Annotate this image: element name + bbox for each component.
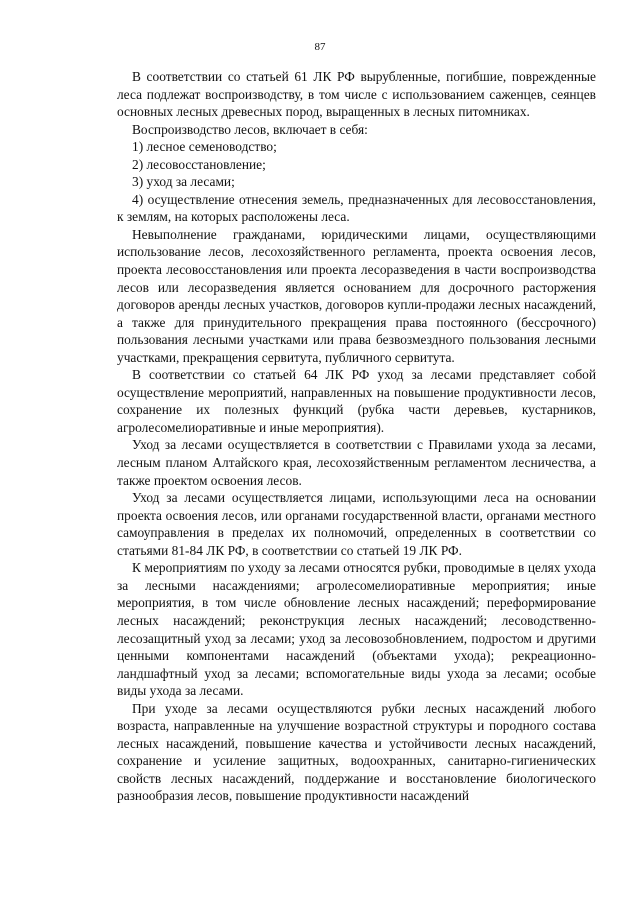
paragraph-care-rules: Уход за лесами осуществляется в соответствии с Правилами ухода за лесами, лесным планом Алтайского края, лесохозяйственным регламентом лесничества, а также проектом освоения лесов. — [117, 437, 596, 488]
paragraph-reproduction-intro: Воспроизводство лесов, включает в себя: — [132, 121, 368, 137]
list-item-forest-care: 3) уход за лесами; — [132, 174, 235, 190]
list-item-seed-production: 1) лесное семеноводство; — [132, 139, 277, 155]
document-body — [117, 68, 596, 805]
paragraph-article-64: В соответствии со статьей 64 ЛК РФ уход за лесами представляет собой осуществление мероприятий, направленных на повышение продуктивности лесов, сохранение их полезных функций (рубка части деревьев, кустарников, агролесомелиоративные и иные мероприятия). — [117, 367, 596, 435]
paragraph-care-felling: При уходе за лесами осуществляются рубки лесных насаждений любого возраста, направленные на улучшение возрастной структуры и породного состава лесных насаждений, повышение качества и устойчивости лесных насаждений, сохранение и усиление защитных, водоохранных, санитарно-гигиенических свойств лесных насаждений, поддержание и восстановление биологического разнообразия лесов, повышение продуктивности насаждений — [117, 700, 596, 804]
paragraph-care-measures: К мероприятиям по уходу за лесами относятся рубки, проводимые в целях ухода за лесными насаждениями; агролесомелиоративные мероприятия; иные мероприятия, в том числе обновление лесных насаждений; переформирование лесных насаждений; реконструкция лесных насаждений; лесоводственно-лесозащитный уход за лесами; уход за лесовозобновлением, подростом и другими ценными компонентами насаждений (объектами ухода); рекреационно-ландшафтный уход за лесами; вспомогательные виды ухода за лесами; особые виды ухода за лесами. — [117, 560, 596, 699]
page-number: 87 — [314, 41, 326, 53]
paragraph-article-61: В соответствии со статьей 61 ЛК РФ вырубленные, погибшие, поврежденные леса подлежат воспроизводству, в том числе с использованием саженцев, сеянцев основных лесных древесных пород, выращенных в лесных питомниках. — [117, 69, 596, 120]
paragraph-non-compliance: Невыполнение гражданами, юридическими лицами, осуществляющими использование лесов, лесохозяйственного регламента, проекта освоения лесов, проекта лесовосстановления или проекта лесоразведения в части воспроизводства лесов или лесоразведения является основанием для досрочного расторжения договоров аренды лесных участков, договоров купли-продажи лесных насаждений, а также для принудительного прекращения права постоянного (бессрочного) пользования лесными участками или права безвозмездного пользования лесными участками, прекращения сервитута, публичного сервитута. — [117, 226, 596, 365]
list-item-reforestation: 2) лесовосстановление; — [132, 156, 266, 172]
list-item-land-assignment: 4) осуществление отнесения земель, предназначенных для лесовосстановления, к землям, на которых расположены леса. — [117, 191, 596, 225]
paragraph-care-performers: Уход за лесами осуществляется лицами, использующими леса на основании проекта освоения лесов, или органами государственной власти, органами местного самоуправления в пределах их полномочий, определенных в соответствии со статьями 81-84 ЛК РФ, в соответствии со статьей 19 ЛК РФ. — [117, 490, 596, 558]
